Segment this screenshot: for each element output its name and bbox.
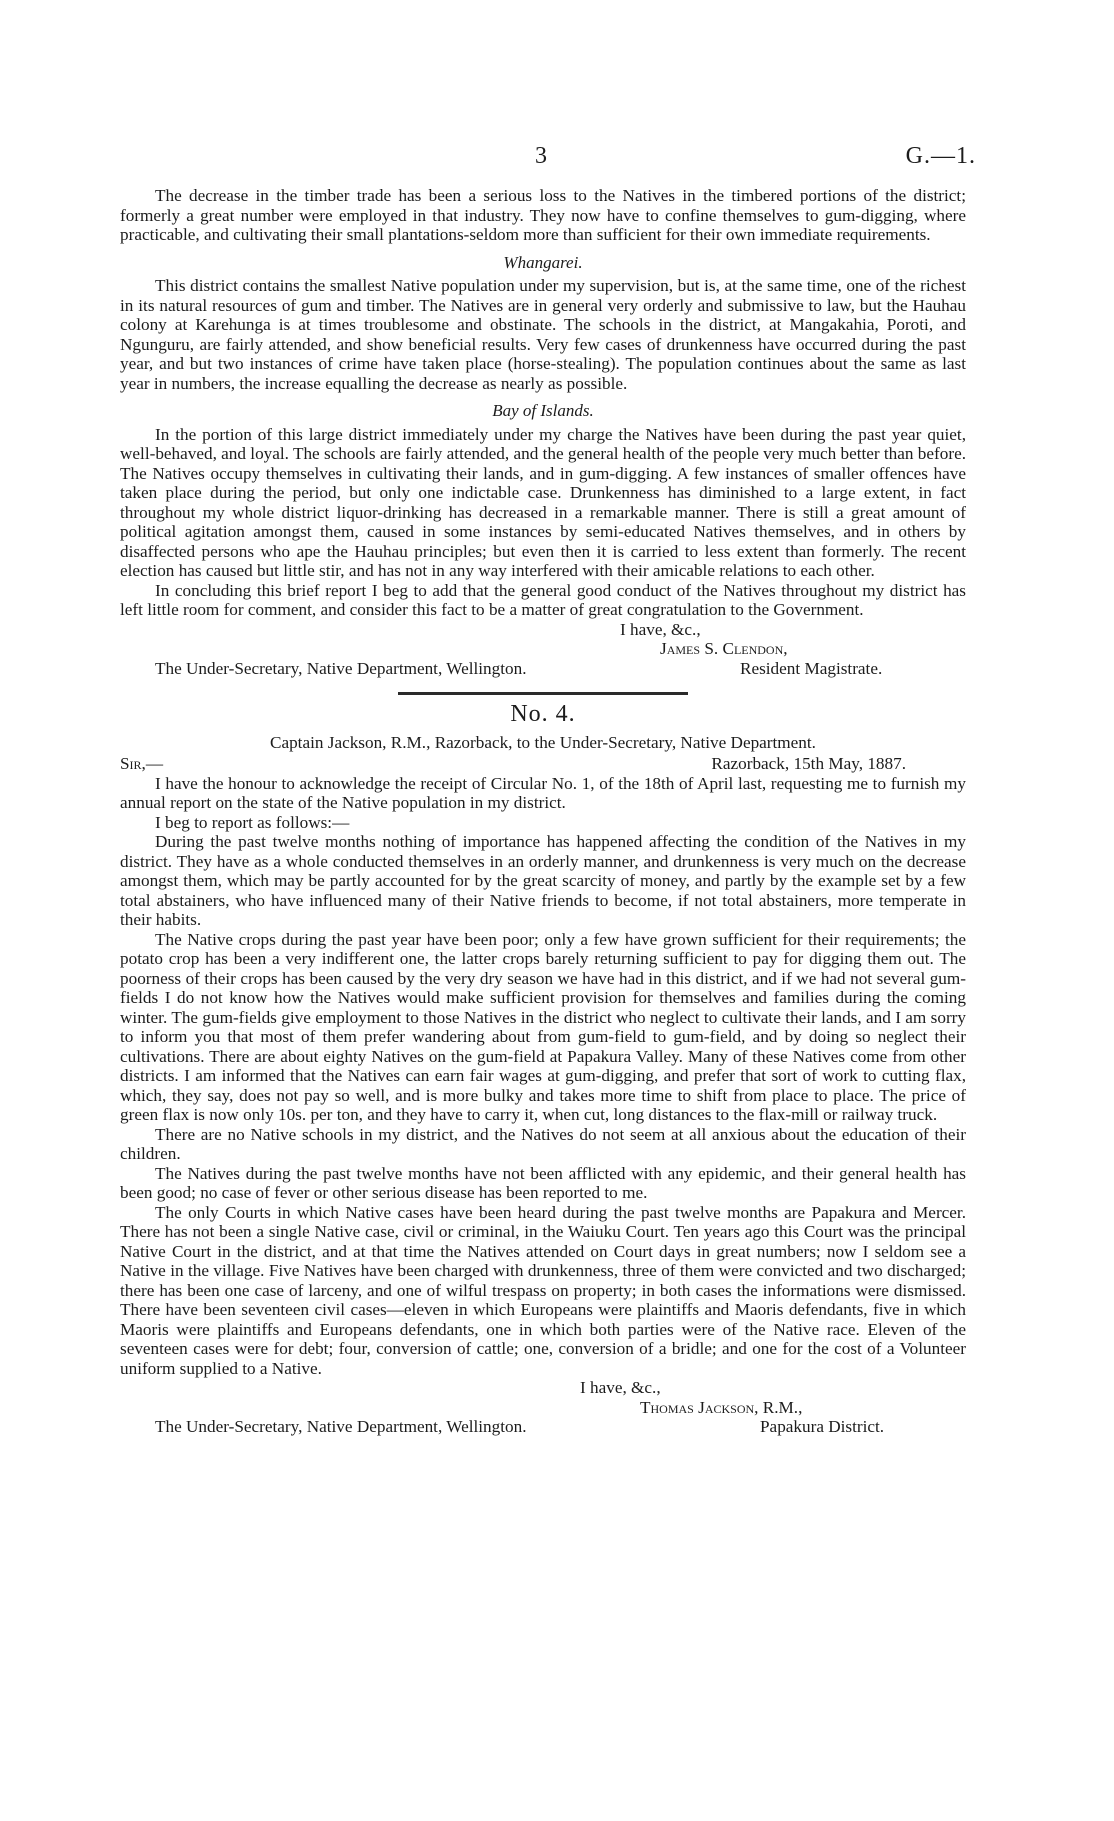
signature-name-row-2: [120, 1398, 966, 1418]
addressee-2: The Under-Secretary, Native Department, Wellington.: [155, 1417, 527, 1436]
section-heading-bay-of-islands: Bay of Islands.: [492, 401, 594, 420]
closing-i-have-2: I have, &c.,: [580, 1378, 661, 1397]
signature-row-clendon: [120, 620, 966, 640]
signatory-title: Resident Magistrate.: [740, 658, 883, 678]
paragraph-health: The Natives during the past twelve months have not been afflicted with any epidemic, and their general health has been good; no case of fever or other serious disease has been reported to me.: [120, 1163, 966, 1202]
letter-from-line: Captain Jackson, R.M., Razorback, to the Under-Secretary, Native Department.: [270, 732, 816, 752]
salutation: Sir,—: [120, 754, 164, 773]
addressee: The Under-Secretary, Native Department, Wellington.: [155, 658, 527, 678]
paragraph-native-crops: The Native crops during the past year have been poor; only a few have grown sufficient for their requirements; the potato crop has been a very indifferent one, the latter crops barely returning sufficient to pay for digging them out. The poorness of their crops has been caused by the very dry season we have had in this district, and if we had not several gum-fields I do not know how the Natives would make sufficient provision for themselves and families during the coming winter. The gum-fields give employment to those Natives in the district who neglect to cultivate their lands, and I am sorry to inform you that most of them prefer wandering about from gum-field to gum-field, and by doing so neglect their cultivations. There are about eighty Natives on the gum-field at Papakura Valley. Many of these Natives come from other districts. I am informed that the Natives can earn fair wages at gum-digging, and prefer that sort of work to cutting flax, which, they say, does not pay so well, and is more bulky and takes more time to shift from place to place. The price of green flax is now only 10s. per ton, and they have to carry it, when cut, long distances to the flax-mill or railway truck.: [120, 929, 966, 1124]
document-reference: G.—1.: [905, 143, 976, 169]
page-number: 3: [535, 143, 547, 169]
paragraph-acknowledge: I have the honour to acknowledge the receipt of Circular No. 1, of the 18th of April last, requesting me to furnish my annual report on the state of the Native population in my district.: [120, 773, 966, 812]
section-heading-whangarei: Whangarei.: [503, 252, 583, 272]
section-divider: [398, 692, 688, 695]
signatory-name: James S. Clendon,: [660, 639, 788, 658]
signature-row-jackson: [120, 1378, 966, 1398]
signatory-title-2: Papakura District.: [760, 1417, 885, 1436]
paragraph-courts: The only Courts in which Native cases have been heard during the past twelve months are Papakura and Mercer. There has not been a single Native case, civil or criminal, in the Waiuku Court. Ten years ago this Court was the principal Native Court in the district, and at that time the Natives attended on Court days in great numbers; now I seldom see a Native in the village. Five Natives have been charged with drunkenness, three of them were convicted and two discharged; there has been one case of larceny, and one of wilful trespass on property; in both cases the informations were dismissed. There have been seventeen civil cases—eleven in which Europeans were plaintiffs and Maoris defendants, five in which Maoris were plaintiffs and Europeans defendants, one in which both parties were of the Native race. Eleven of the seventeen cases were for debt; four, conversion of cattle; one, conversion of a bridle; and one for the cost of a Volunteer uniform supplied to a Native.: [120, 1202, 966, 1378]
closing-i-have: I have, &c.,: [620, 619, 701, 639]
signature-name-row: [120, 639, 966, 659]
paragraph-schools: There are no Native schools in my district, and the Natives do not seem at all anxious about the education of their children.: [120, 1124, 966, 1163]
addressee-row-2: [120, 1417, 966, 1437]
paragraph-bay-of-islands: In the portion of this large district immediately under my charge the Natives have been during the past year quiet, well-behaved, and loyal. The schools are fairly attended, and the general health of the people very much better than before. The Natives occupy themselves in cultivating their lands, and in gum-digging. A few instances of smaller offences have taken place during the period, but only one indictable case. Drunkenness has diminished to a large extent, in fact throughout my whole district liquor-drinking has decreased in a remarkable manner. There is still a great amount of political agitation amongst them, caused in some instances by semi-educated Natives themselves, and in others by disaffected persons who ape the Hauhau principles; but even then it is carried to less extent than formerly. The recent election has caused but little stir, and has not in any way interfered with their amicable relations to each other.: [120, 424, 966, 580]
addressee-row: [120, 659, 966, 679]
letter-number: No. 4.: [510, 701, 576, 727]
paragraph-past-twelve-months: During the past twelve months nothing of importance has happened affecting the condition of the Natives in my district. They have as a whole conducted themselves in an orderly manner, and drunkenness is very much on the decrease amongst them, which may be partly accounted for by the great scarcity of money, and partly by the example set by a few total abstainers, who have influenced many of their Native friends to become, if not total abstainers, more temperate in their habits.: [120, 832, 966, 929]
report-body: [120, 186, 966, 1437]
paragraph-report-follows: I beg to report as follows:—: [155, 812, 350, 832]
paragraph-concluding: In concluding this brief report I beg to add that the general good conduct of the Natives throughout my district has left little room for comment, and consider this fact to be a matter of great congratulation to the Government.: [120, 580, 966, 619]
paragraph-timber: The decrease in the timber trade has been a serious loss to the Natives in the timbered portions of the district; formerly a great number were employed in that industry. They now have to confine themselves to gum-digging, where practicable, and cultivating their small plantations-seldom more than sufficient for their own immediate requirements.: [120, 186, 966, 244]
place-date: Razorback, 15th May, 1887.: [711, 754, 906, 773]
salutation-row: [120, 754, 966, 774]
paragraph-whangarei: This district contains the smallest Native population under my supervision, but is, at the same time, one of the richest in its natural resources of gum and timber. The Natives are in general very orderly and submissive to law, but the Hauhau colony at Karehunga is at times troublesome and obstinate. The schools in the district, at Mangakahia, Poroti, and Ngunguru, are fairly attended, and show beneficial results. Very few cases of drunkenness have occurred during the past year, and but two instances of crime have taken place (horse-stealing). The population continues about the same as last year in numbers, the increase equalling the decrease as nearly as possible.: [120, 276, 966, 393]
signatory-name-2: Thomas Jackson, R.M.,: [640, 1397, 803, 1417]
